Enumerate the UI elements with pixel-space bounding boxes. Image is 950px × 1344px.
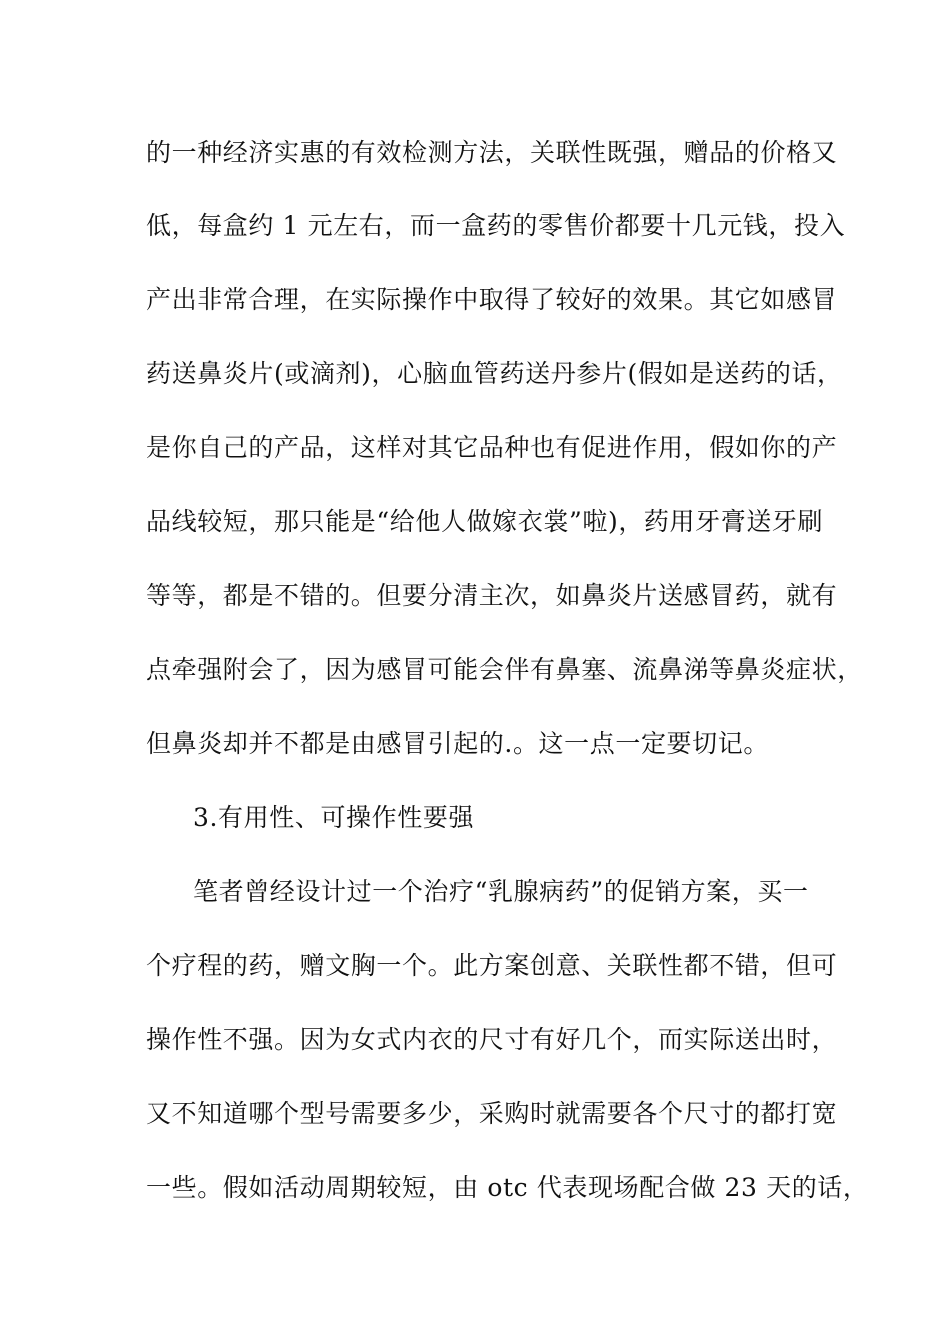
paragraph-line: 个疗程的药，赠文胸一个。此方案创意、关联性都不错，但可 <box>146 951 838 980</box>
paragraph-line: 是你自己的产品，这样对其它品种也有促进作用，假如你的产 <box>146 433 838 462</box>
paragraph-line: 笔者曾经设计过一个治疗“乳腺病药”的促销方案，买一 <box>193 877 809 906</box>
paragraph-line: 的一种经济实惠的有效检测方法，关联性既强，赠品的价格又 <box>146 138 838 167</box>
paragraph-line: 低，每盒约 1 元左右，而一盒药的零售价都要十几元钱，投入 <box>146 211 846 240</box>
paragraph-line: 点牵强附会了，因为感冒可能会伴有鼻塞、流鼻涕等鼻炎症状， <box>146 655 863 684</box>
paragraph-line: 一些。假如活动周期较短，由 otc 代表现场配合做 23 天的话， <box>146 1173 869 1202</box>
paragraph-line: 但鼻炎却并不都是由感冒引起的.。这一点一定要切记。 <box>146 729 769 758</box>
paragraph-line: 品线较短，那只能是“给他人做嫁衣裳”啦)，药用牙膏送牙刷 <box>146 507 824 536</box>
paragraph-line: 药送鼻炎片(或滴剂)，心脑血管药送丹参片(假如是送药的话， <box>146 359 843 388</box>
paragraph-line: 又不知道哪个型号需要多少，采购时就需要各个尺寸的都打宽 <box>146 1099 838 1128</box>
section-heading: 3.有用性、可操作性要强 <box>193 803 475 832</box>
paragraph-line: 产出非常合理，在实际操作中取得了较好的效果。其它如感冒 <box>146 285 838 314</box>
paragraph-line: 等等，都是不错的。但要分清主次，如鼻炎片送感冒药，就有 <box>146 581 838 610</box>
paragraph-line: 操作性不强。因为女式内衣的尺寸有好几个，而实际送出时， <box>146 1025 838 1054</box>
